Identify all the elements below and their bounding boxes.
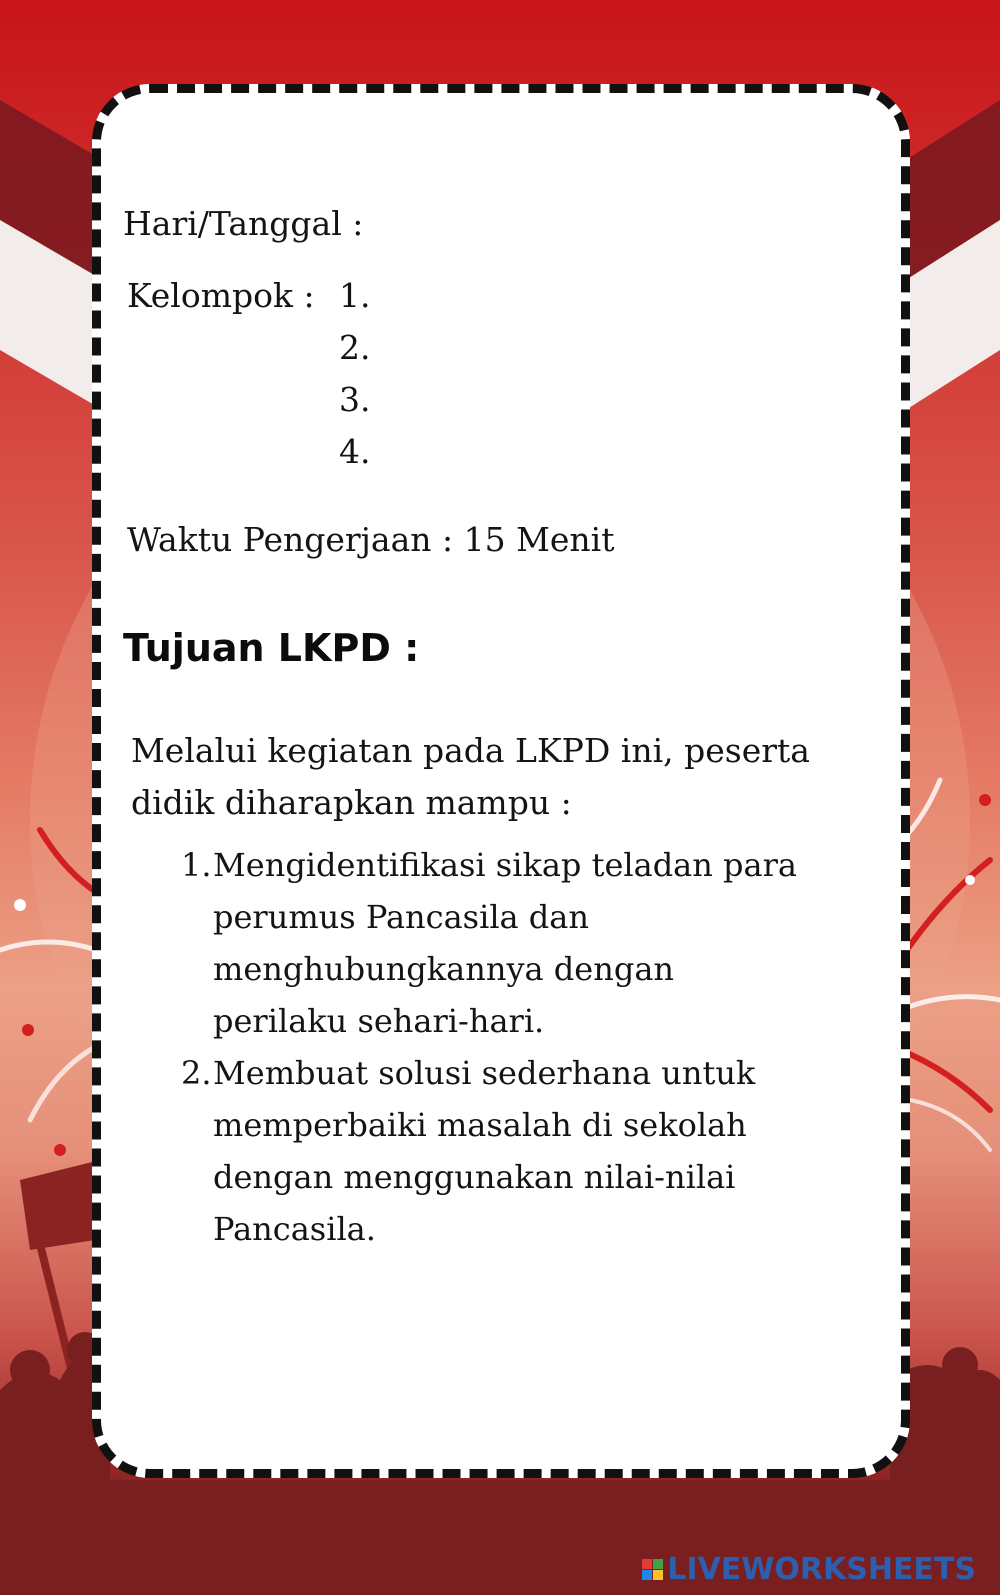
list-item-line: Mengidentifikasi sikap teladan para: [213, 846, 797, 884]
liveworksheets-logo-icon: [642, 1559, 663, 1580]
list-item-line: perumus Pancasila dan: [213, 898, 589, 936]
objectives-list: [177, 839, 857, 1255]
objectives-intro: [131, 725, 861, 829]
group-number-2: 2.: [339, 328, 371, 367]
list-item-line: menghubungkannya dengan: [213, 950, 674, 988]
date-label: Hari/Tanggal :: [123, 204, 364, 243]
group-number-1: 1.: [339, 276, 371, 315]
list-item-line: dengan menggunakan nilai-nilai: [213, 1158, 736, 1196]
group-number-3: 3.: [339, 380, 371, 419]
list-item-number: 1.: [181, 846, 212, 884]
liveworksheets-watermark[interactable]: [642, 1552, 976, 1587]
list-item-line: Membuat solusi sederhana untuk: [213, 1054, 756, 1092]
list-item: [177, 1047, 857, 1255]
group-number-4: 4.: [339, 432, 371, 471]
group-label: Kelompok :: [127, 276, 315, 315]
list-item-line: Pancasila.: [213, 1210, 376, 1248]
worksheet-card: [92, 84, 910, 1478]
list-item-line: perilaku sehari-hari.: [213, 1002, 545, 1040]
list-item-line: memperbaiki masalah di sekolah: [213, 1106, 747, 1144]
list-item: [177, 839, 857, 1047]
objectives-heading: Tujuan LKPD :: [123, 626, 420, 670]
list-item-number: 2.: [181, 1054, 212, 1092]
objectives-intro-line-2: didik diharapkan mampu :: [131, 783, 572, 822]
watermark-text: LIVEWORKSHEETS: [667, 1552, 976, 1587]
objectives-intro-line-1: Melalui kegiatan pada LKPD ini, peserta: [131, 731, 810, 770]
time-label: Waktu Pengerjaan : 15 Menit: [127, 520, 615, 559]
